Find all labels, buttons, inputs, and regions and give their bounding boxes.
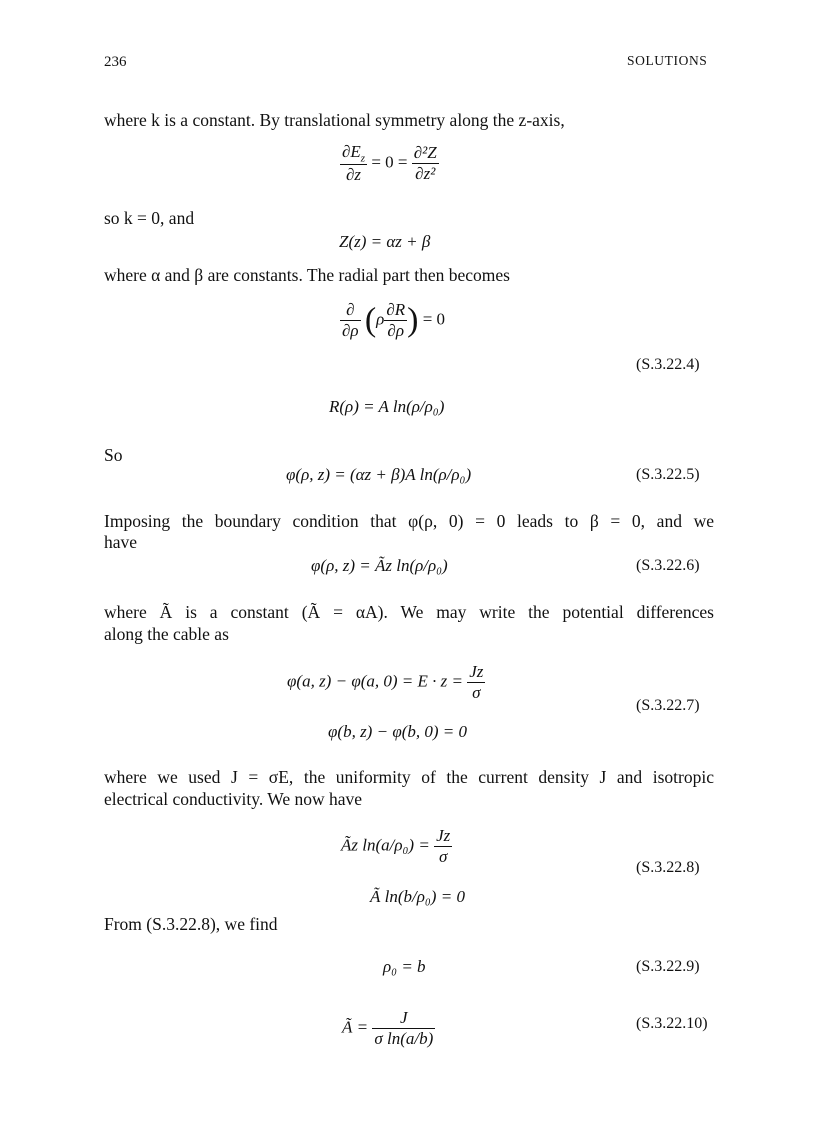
equation-number: (S.3.22.7): [636, 697, 700, 714]
equation-number: (S.3.22.6): [636, 557, 700, 574]
paragraph: where k is a constant. By translational symmetry along the z-axis,: [104, 110, 565, 130]
paragraph: Imposing the boundary condition that φ(ρ, 0) = 0 leads to β = 0, and we: [104, 511, 714, 531]
equation-Atilde: Ã = $\frac{J}{\text{σ ln(a/b)}}$: [342, 1008, 434, 1048]
equation-A1: Ãz ln(a/ρ₀) = $\frac{Jz}{\sigma}$: [341, 826, 451, 866]
paragraph: where we used J = σE, the uniformity of the current density J and isotropic: [104, 767, 714, 787]
equation-number: (S.3.22.8): [636, 859, 700, 876]
equation-R: R(ρ) = A ln(ρ/ρ₀): [329, 397, 445, 416]
equation-phi: φ(ρ, z) = (αz + β)A ln(ρ/ρ₀): [286, 465, 472, 484]
paragraph: electrical conductivity. We now have: [104, 789, 363, 809]
equation-number: (S.3.22.4): [636, 356, 700, 373]
equation-radial: $\frac{\partial}{\partial\rho}$ (ρ $\frac{\partial R}{\partial\rho}$ ) = 0: [342, 300, 446, 340]
equation-number: (S.3.22.9): [636, 958, 700, 975]
paragraph: have: [104, 532, 138, 552]
equation-phi-simplified: φ(ρ, z) = Ãz ln(ρ/ρ₀): [311, 556, 448, 575]
paragraph: along the cable as: [104, 624, 229, 644]
equation-number: (S.3.22.10): [636, 1015, 708, 1032]
paragraph: So: [104, 445, 123, 465]
equation-cable-b: φ(b, z) − φ(b, 0) = 0: [328, 722, 468, 741]
equation-rho0: ρ₀ = b: [383, 957, 426, 976]
paragraph: where Ã is a constant (Ã = αA). We may write the potential differences: [104, 602, 714, 622]
running-title: SOLUTIONS: [627, 53, 708, 68]
equation-number: (S.3.22.5): [636, 466, 700, 483]
page-number: 236: [104, 54, 127, 70]
paragraph: From (S.3.22.8), we find: [104, 914, 278, 934]
equation-cable-a: φ(a, z) − φ(a, 0) = E · z = $\frac{Jz}{\sigma}$: [287, 662, 484, 702]
equation-Z: Z(z) = αz + β: [339, 232, 431, 251]
paragraph: where α and β are constants. The radial part then becomes: [104, 265, 510, 285]
equation-A2: Ã ln(b/ρ₀) = 0: [370, 887, 465, 906]
equation-translational-symmetry: $\frac{\partial E_z}{\partial z}$ = 0 = $\frac{\text{∂²Z}}{\text{∂z²}}$: [342, 142, 437, 185]
paragraph: so k = 0, and: [104, 208, 195, 228]
